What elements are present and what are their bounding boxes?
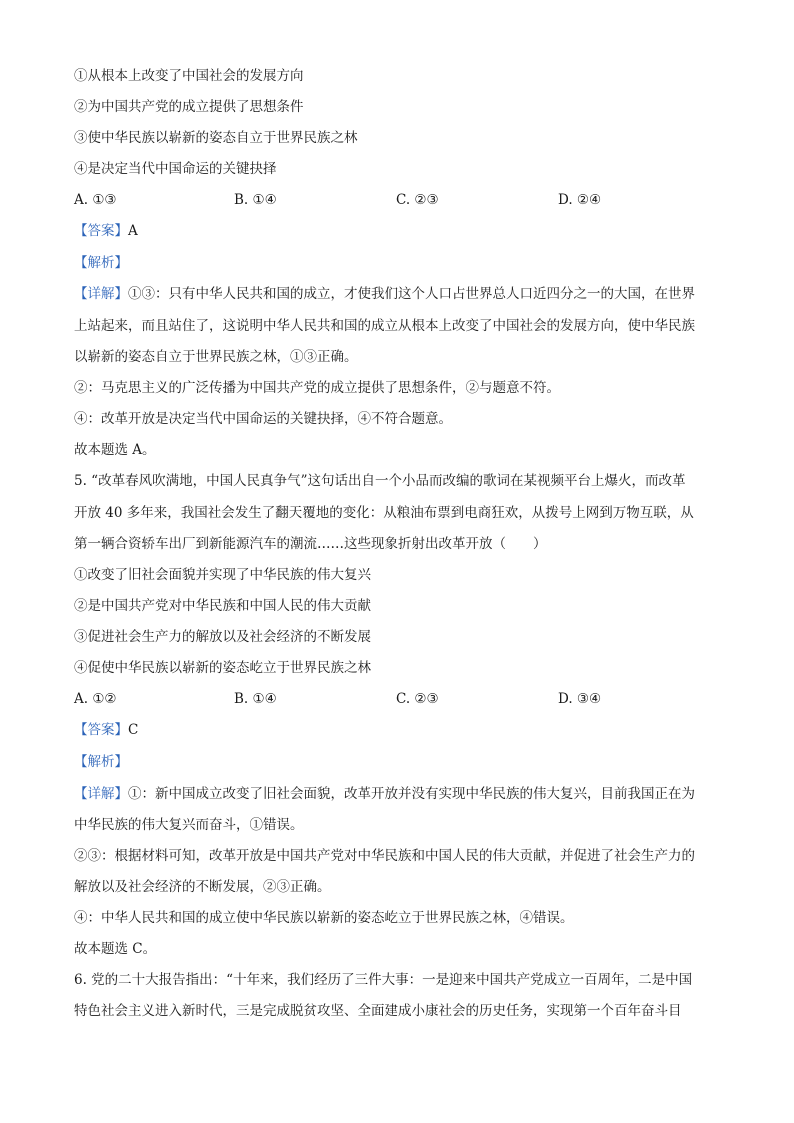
q5-option-a: A. ①② (74, 691, 117, 707)
q4-option-d: D. ②④ (558, 192, 602, 208)
q5-statement-2: ②是中国共产党对中华民族和中国人民的伟大贡献 (74, 598, 371, 614)
q4-detail-line-3: 以崭新的姿态自立于世界民族之林，①③正确。 (74, 349, 358, 365)
answer-label: 【答案】 (74, 722, 128, 738)
q4-option-b: B. ①④ (234, 192, 277, 208)
q4-statement-2: ②为中国共产党的成立提供了思想条件 (74, 99, 304, 115)
q4-options (74, 192, 724, 208)
detail-label: 【详解】 (74, 786, 128, 802)
q5-detail-line-3: ②③：根据材料可知，改革开放是中国共产党对中华民族和中国人民的伟大贡献，并促进了社会生产力的 (74, 848, 695, 864)
q5-statement-1: ①改变了旧社会面貌并实现了中华民族的伟大复兴 (74, 567, 371, 583)
q6-stem-line-1: 6. 党的二十大报告指出：“十年来，我们经历了三件大事：一是迎来中国共产党成立一百周年，二是中国 (74, 972, 693, 988)
detail-label: 【详解】 (74, 286, 128, 302)
q5-analysis-label: 【解析】 (74, 754, 128, 770)
q5-conclusion: 故本题选 C。 (74, 941, 157, 957)
q4-detail-line-1 (74, 286, 724, 302)
q5-detail-line-4: 解放以及社会经济的不断发展，②③正确。 (74, 879, 331, 895)
q6-stem-line-2: 特色社会主义进入新时代，三是完成脱贫攻坚、全面建成小康社会的历史任务，实现第一个百年奋斗目 (74, 1003, 682, 1019)
detail-text: ①：新中国成立改变了旧社会面貌，改革开放并没有实现中华民族的伟大复兴，目前我国正在为 (128, 786, 695, 802)
q5-option-b: B. ①④ (234, 691, 277, 707)
q4-detail-line-4: ②：马克思主义的广泛传播为中国共产党的成立提供了思想条件，②与题意不符。 (74, 380, 560, 396)
q4-option-a: A. ①③ (74, 192, 117, 208)
q4-statement-1: ①从根本上改变了中国社会的发展方向 (74, 68, 304, 84)
q5-option-c: C. ②③ (396, 691, 439, 707)
answer-value: A (128, 223, 138, 239)
q5-stem-line-3: 第一辆合资轿车出厂到新能源汽车的潮流……这些现象折射出改革开放（ ） (74, 536, 547, 552)
q4-detail-line-2: 上站起来，而且站住了，这说明中华人民共和国的成立从根本上改变了中国社会的发展方向，使中华民族 (74, 318, 695, 334)
q5-statement-4: ④促使中华民族以崭新的姿态屹立于世界民族之林 (74, 660, 371, 676)
answer-value: C (128, 722, 139, 738)
q4-analysis-label: 【解析】 (74, 255, 128, 271)
q5-detail-line-5: ④：中华人民共和国的成立使中华民族以崭新的姿态屹立于世界民族之林，④错误。 (74, 910, 574, 926)
q5-stem-line-2: 开放 40 多年来，我国社会发生了翻天覆地的变化：从粮油布票到电商狂欢，从拨号上网到万物互联，从 (74, 505, 694, 521)
q5-option-d: D. ③④ (558, 691, 602, 707)
answer-label: 【答案】 (74, 223, 128, 239)
q4-detail-line-5: ④：改革开放是决定当代中国命运的关键抉择，④不符合题意。 (74, 411, 452, 427)
q4-option-c: C. ②③ (396, 192, 439, 208)
detail-text: ①③：只有中华人民共和国的成立，才使我们这个人口占世界总人口近四分之一的大国，在世界 (128, 286, 695, 302)
q5-answer (74, 722, 724, 738)
q5-detail-line-2: 中华民族的伟大复兴而奋斗，①错误。 (74, 817, 304, 833)
q5-options (74, 691, 724, 707)
q4-conclusion: 故本题选 A。 (74, 442, 156, 458)
q4-statement-4: ④是决定当代中国命运的关键抉择 (74, 161, 277, 177)
q5-statement-3: ③促进社会生产力的解放以及社会经济的不断发展 (74, 629, 371, 645)
q4-statement-3: ③使中华民族以崭新的姿态自立于世界民族之林 (74, 130, 358, 146)
q5-stem-line-1: 5. “改革春风吹满地，中国人民真争气”这句话出自一个小品而改编的歌词在某视频平台上爆火，而改革 (74, 473, 686, 489)
q4-answer (74, 223, 724, 239)
q5-detail-line-1 (74, 786, 724, 802)
